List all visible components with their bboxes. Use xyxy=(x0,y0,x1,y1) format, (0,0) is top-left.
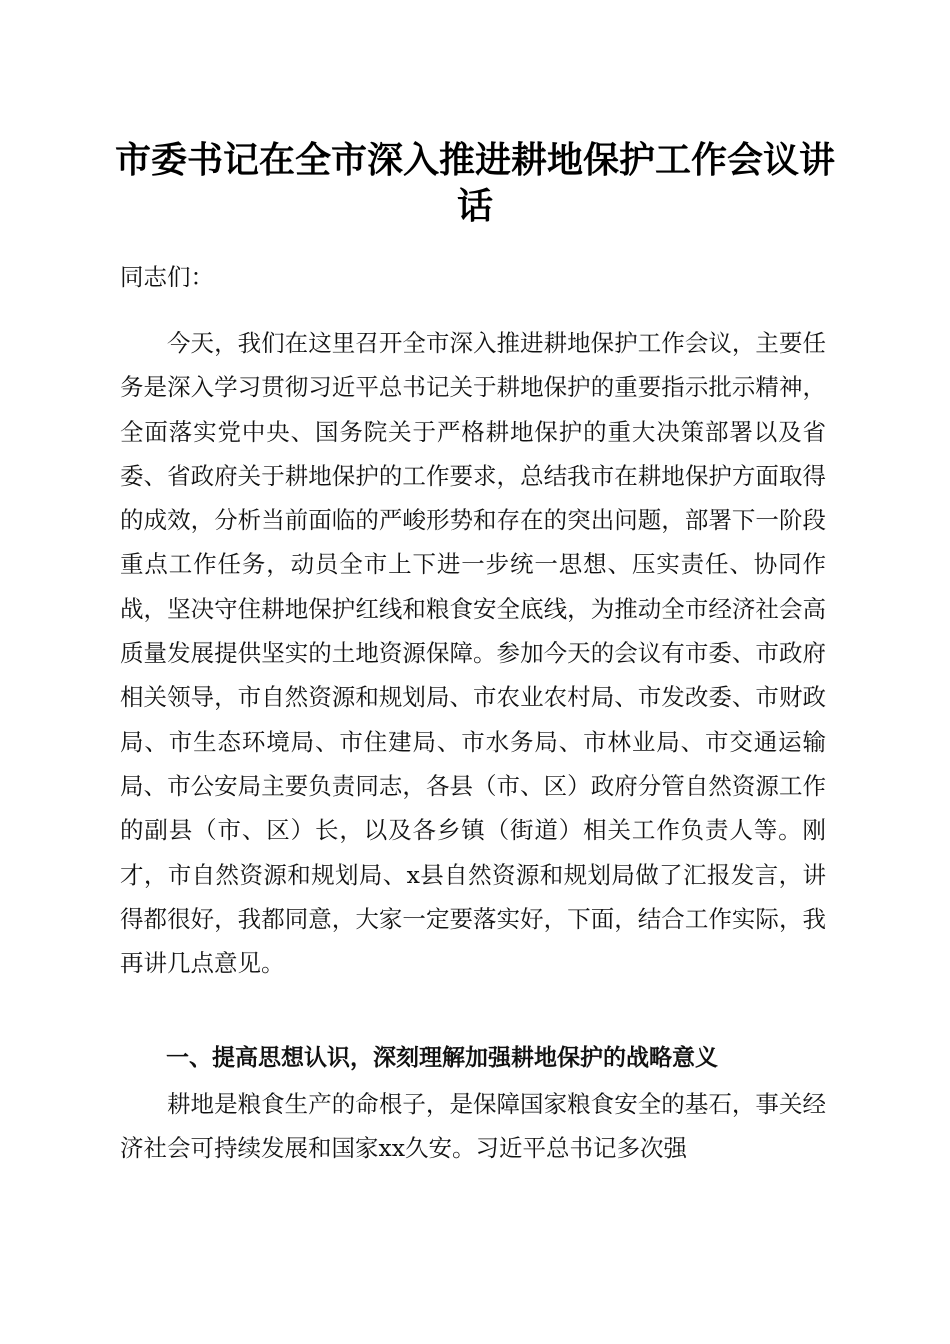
salutation: 同志们： xyxy=(120,263,214,291)
document-title: 市委书记在全市深入推进耕地保护工作会议讲话 xyxy=(114,139,835,227)
paragraph-intro: 今天，我们在这里召开全市深入推进耕地保护工作会议，主要任务是深入学习贯彻习近平总书记关于耕地保护的重要指示批示精神，全面落实党中央、国务院关于严格耕地保护的重大决策部署以及省委、省政府关于耕地保护的工作要求，总结我市在耕地保护方面取得的成效，分析当前面临的严峻形势和存在的突出问题，部署下一阶段重点工作任务，动员全市上下进一步统一思想、压实责任、协同作战，坚决守住耕地保护红线和粮食安全底线，为推动全市经济社会高质量发展提供坚实的土地资源保障。参加今天的会议有市委、市政府相关领导，市自然资源和规划局、市农业农村局、市发改委、市财政局、市生态环境局、市住建局、市水务局、市林业局、市交通运输局、市公安局主要负责同志，各县（市、区）政府分管自然资源工作的副县（市、区）长，以及各乡镇（街道）相关工作负责人等。刚才，市自然资源和规划局、x县自然资源和规划局做了汇报发言，讲得都很好，我都同意，大家一定要落实好，下面，结合工作实际，我再讲几点意见。 xyxy=(120,329,826,978)
paragraph-section-1: 耕地是粮食生产的命根子，是保障国家粮食安全的基石，事关经济社会可持续发展和国家xx久安。习近平总书记多次强 xyxy=(120,1090,826,1163)
section-heading-1: 一、提高思想认识，深刻理解加强耕地保护的战略意义 xyxy=(166,1045,718,1071)
